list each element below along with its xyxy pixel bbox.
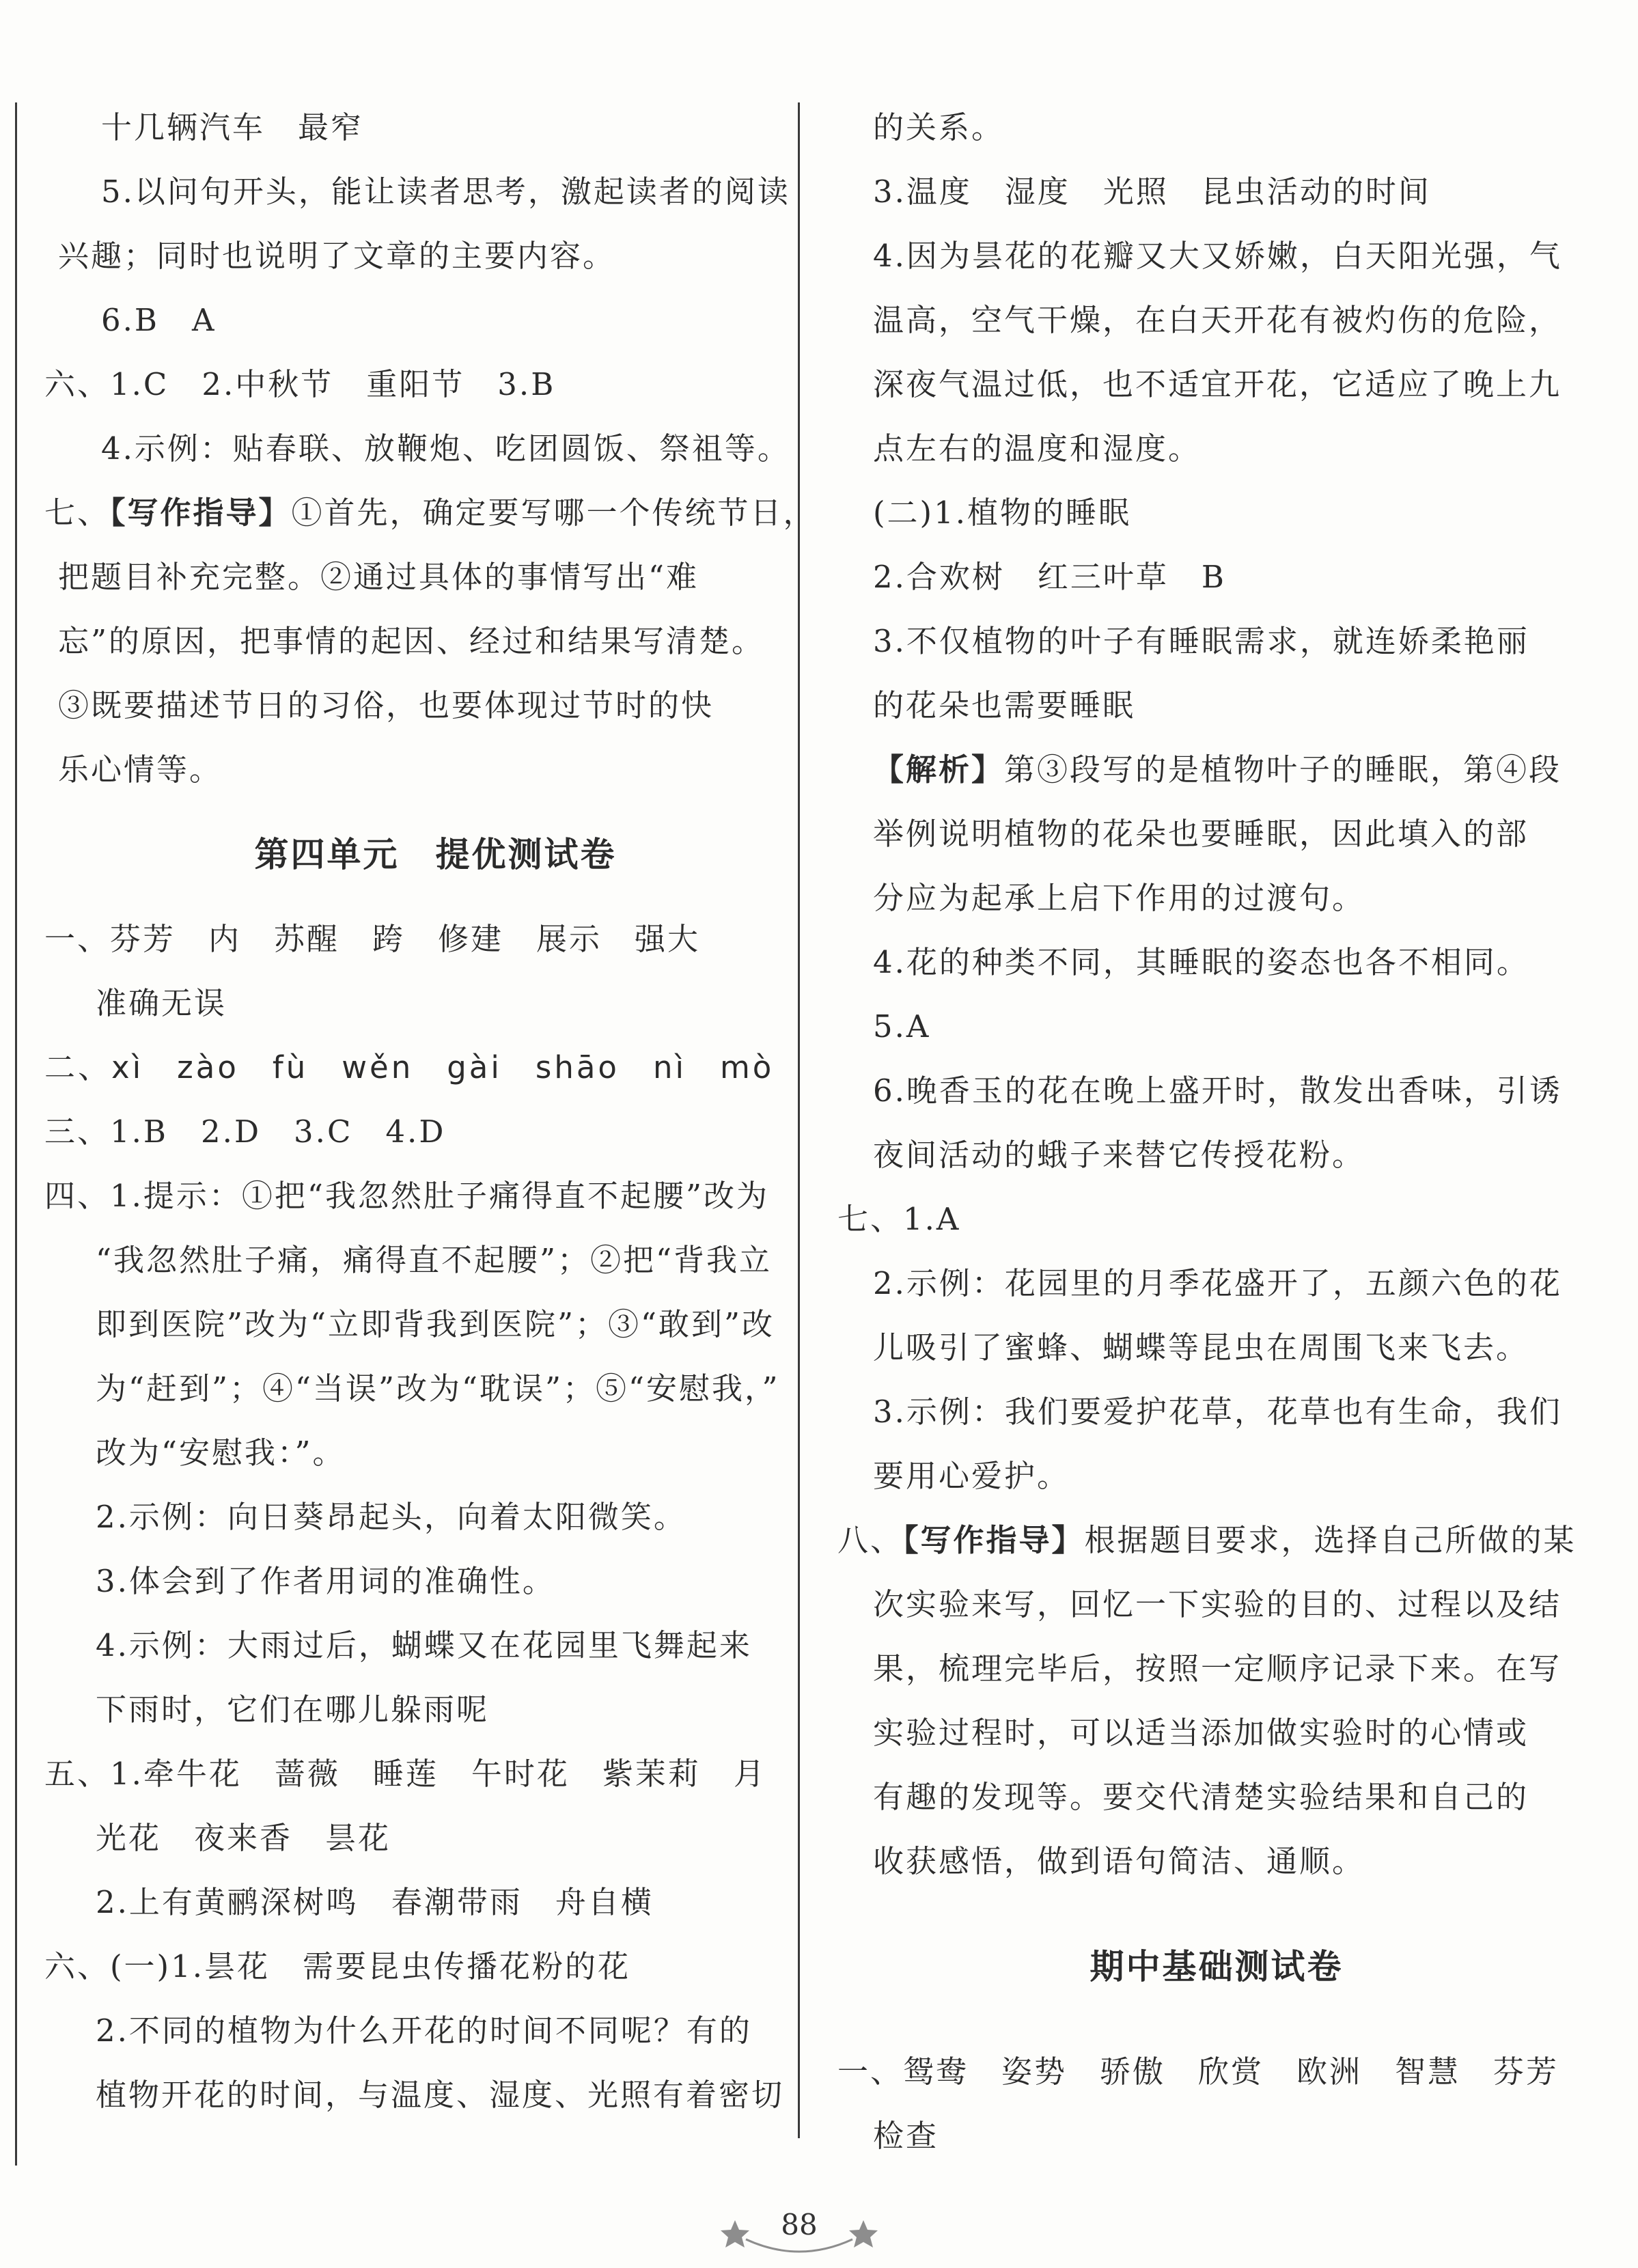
text-line: 6.晚香玉的花在晚上盛开时，散发出香味，引诱 xyxy=(873,1073,1562,1109)
text-line: 果，梳理完毕后，按照一定顺序记录下来。在写 xyxy=(873,1650,1562,1687)
text-line: 三、1.B 2.D 3.C 4.D xyxy=(44,1114,446,1150)
text-line: 2.合欢树 红三叶草 B xyxy=(873,559,1227,595)
text-line: 深夜气温过低，也不适宜开花，它适应了晚上九 xyxy=(873,366,1562,402)
text-line: (二)1.植物的睡眠 xyxy=(873,495,1132,531)
text-line: 收获感悟，做到语句简洁、通顺。 xyxy=(873,1843,1365,1879)
text-line: 六、1.C 2.中秋节 重阳节 3.B xyxy=(44,366,556,402)
text-line: 植物开花的时间，与温度、湿度、光照有着密切 xyxy=(96,2077,785,2113)
page-number: 88 xyxy=(781,2208,818,2241)
text-line: 3.不仅植物的叶子有睡眠需求，就连娇柔艳丽 xyxy=(873,623,1529,659)
right-column xyxy=(837,96,1577,2168)
text-line: 有趣的发现等。要交代清楚实验结果和自己的 xyxy=(873,1779,1529,1815)
text-line: 四、1.提示：①把“我忽然肚子痛得直不起腰”改为 xyxy=(44,1178,769,1214)
text-line: ③既要描述节日的习俗，也要体现过节时的快 xyxy=(58,687,714,723)
text-line: 2.示例：向日葵昂起头，向着太阳微笑。 xyxy=(96,1499,686,1535)
text-line: 十几辆汽车 最窄 xyxy=(101,109,364,146)
text-line: 五、1.牵牛花 蔷薇 睡莲 午时花 紫茉莉 月 xyxy=(44,1756,766,1792)
text-line: 的关系。 xyxy=(873,109,1005,146)
text-line: 分应为起承上启下作用的过渡句。 xyxy=(873,880,1365,916)
item-prefix: 八、 xyxy=(837,1522,904,1558)
column-divider xyxy=(798,102,800,2138)
text-line: 六、(一)1.昙花 需要昆虫传播花粉的花 xyxy=(44,1948,631,1984)
page-footer xyxy=(710,2208,888,2263)
text-line: 即到医院”改为“立即背我到医院”；③“敢到”改 xyxy=(96,1306,775,1342)
text-line: 4.示例：大雨过后，蝴蝶又在花园里飞舞起来 xyxy=(96,1627,752,1663)
text-line: 光花 夜来香 昙花 xyxy=(96,1820,391,1856)
left-margin-rule xyxy=(15,102,17,2166)
text-line: 4.花的种类不同，其睡眠的姿态也各不相同。 xyxy=(873,944,1529,980)
text-line: 忘”的原因，把事情的起因、经过和结果写清楚。 xyxy=(58,623,765,659)
analysis-label: 【解析】 xyxy=(873,751,1005,788)
text-line: 夜间活动的蛾子来替它传授花粉。 xyxy=(873,1137,1365,1173)
text-line: 七、1.A xyxy=(837,1201,961,1237)
text-line: 3.示例：我们要爱护花草，花草也有生命，我们 xyxy=(873,1394,1562,1430)
text-line: 5.A xyxy=(873,1008,931,1045)
text-line: 4.示例：贴春联、放鞭炮、吃团圆饭、祭祖等。 xyxy=(101,430,790,467)
text-line: 的花朵也需要睡眠 xyxy=(873,687,1136,723)
text-line: 2.不同的植物为什么开花的时间不同呢？有的 xyxy=(96,2013,752,2049)
text-line: 检查 xyxy=(873,2118,939,2154)
text-line: 2.上有黄鹂深树鸣 春潮带雨 舟自横 xyxy=(96,1884,654,1920)
text-line: 5.以问句开头，能让读者思考，激起读者的阅读 xyxy=(101,174,790,210)
writing-guide-text: ①首先，确定要写哪一个传统节日， xyxy=(291,495,816,531)
analysis-line xyxy=(837,738,1562,802)
text-line: 2.示例：花园里的月季花盛开了，五颜六色的花 xyxy=(873,1265,1562,1301)
text-line: 6.B A xyxy=(101,302,217,338)
text-line: 兴趣；同时也说明了文章的主要内容。 xyxy=(58,238,616,274)
text-line: 点左右的温度和湿度。 xyxy=(873,430,1202,467)
writing-guide-line xyxy=(837,1508,1577,1573)
text-line: 4.因为昙花的花瓣又大又娇嫩，白天阳光强，气 xyxy=(873,238,1562,274)
text-line: 准确无误 xyxy=(96,985,227,1021)
text-line: 一、鸳鸯 姿势 骄傲 欣赏 欧洲 智慧 芬芳 xyxy=(837,2053,1559,2090)
writing-guide-text: 根据题目要求，选择自己所做的某 xyxy=(1084,1522,1577,1558)
writing-guide-line xyxy=(44,481,816,545)
text-line: 次实验来写，回忆一下实验的目的、过程以及结 xyxy=(873,1586,1562,1622)
text-line: 一、芬芳 内 苏醒 跨 修建 展示 强大 xyxy=(44,921,701,957)
writing-guide-label: 【写作指导】 xyxy=(110,495,292,531)
text-line: 举例说明植物的花朵也要睡眠，因此填入的部 xyxy=(873,816,1529,852)
analysis-text: 第③段写的是植物叶子的睡眠，第④段 xyxy=(1004,751,1562,788)
text-line: 3.温度 湿度 光照 昆虫活动的时间 xyxy=(873,174,1431,210)
section-title: 期中基础测试卷 xyxy=(1089,1947,1344,1987)
writing-guide-label: 【写作指导】 xyxy=(903,1522,1085,1558)
text-line: 要用心爱护。 xyxy=(873,1458,1070,1494)
section-title: 第四单元 提优测试卷 xyxy=(254,835,617,874)
text-line: 3.体会到了作者用词的准确性。 xyxy=(96,1563,555,1599)
text-line: 乐心情等。 xyxy=(58,751,223,788)
text-line: “我忽然肚子痛，痛得直不起腰”；②把“背我立 xyxy=(96,1242,773,1278)
left-column xyxy=(44,96,816,2127)
text-line: 温高，空气干燥，在白天开花有被灼伤的危险， xyxy=(873,302,1562,338)
text-line: 实验过程时，可以适当添加做实验时的心情或 xyxy=(873,1715,1529,1751)
text-line: 改为“安慰我：”。 xyxy=(96,1435,346,1471)
text-line: 下雨时，它们在哪儿躲雨呢 xyxy=(96,1691,490,1728)
text-line: 把题目补充完整。②通过具体的事情写出“难 xyxy=(58,559,699,595)
item-prefix: 七、 xyxy=(44,495,111,531)
pinyin-line: 二、xì zào fù wěn gài shāo nì mò xyxy=(44,1049,775,1085)
text-line: 儿吸引了蜜蜂、蝴蝶等昆虫在周围飞来飞去。 xyxy=(873,1329,1529,1366)
text-line: 为“赶到”；④“当误”改为“耽误”；⑤“安慰我，” xyxy=(96,1370,780,1407)
